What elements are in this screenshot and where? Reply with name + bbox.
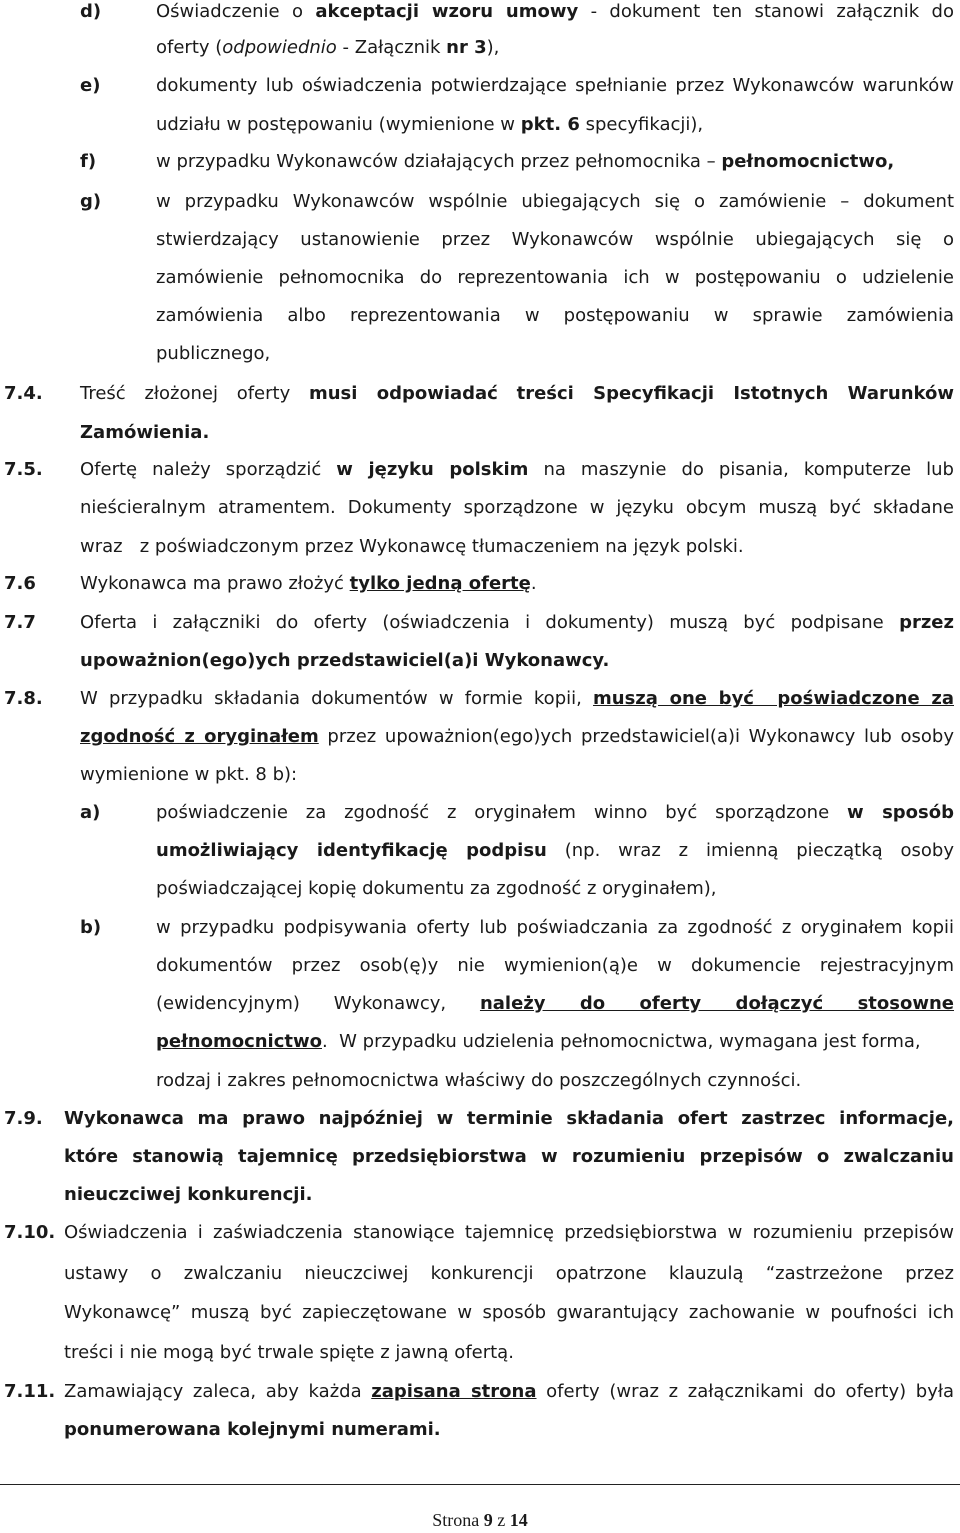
text: w przypadku Wykonawców działających przez pełnomocnika – <box>156 151 722 172</box>
item-f-line-1 <box>156 150 894 174</box>
item-b-line-5: rodzaj i zakres pełnomocnictwa właściwy do poszczególnych czynności. <box>156 1070 802 1091</box>
text: (np. wraz z imienną pieczątką osoby <box>546 840 954 861</box>
item-a-line-2 <box>156 839 954 863</box>
list-marker-a: a) <box>80 802 101 823</box>
item-b-line-4 <box>156 1030 921 1054</box>
page-footer <box>0 1510 960 1531</box>
section-number-7-8: 7.8. <box>4 688 43 709</box>
section-7-6-line-1 <box>80 572 537 596</box>
text: . <box>530 573 537 594</box>
page-total: 14 <box>509 1510 528 1530</box>
list-marker-b: b) <box>80 917 102 938</box>
section-7-9-line-2 <box>64 1145 954 1169</box>
page-number: 9 <box>483 1510 493 1530</box>
bold-underlined-text: należy do oferty dołączyć stosowne <box>479 993 954 1014</box>
bold-underlined-text: zgodność z oryginałem <box>80 726 319 747</box>
text: Oświadczenie o <box>156 1 316 22</box>
bold-text: umożliwiający identyfikację podpisu <box>156 840 547 861</box>
text: . W przypadku udzielenia pełnomocnictwa, wymagana jest forma, <box>322 1031 921 1052</box>
section-number-7-5: 7.5. <box>4 459 43 480</box>
section-7-9-line-3 <box>64 1183 312 1207</box>
item-g-line-1: w przypadku Wykonawców wspólnie ubiegających się o zamówienie – dokument <box>156 191 954 212</box>
bold-text: przez <box>899 612 954 633</box>
item-e-line-2 <box>156 113 703 137</box>
text: przez upoważnion(ego)ych przedstawiciel(a)i Wykonawcy lub osoby <box>318 726 954 747</box>
list-marker-d: d) <box>80 1 102 22</box>
section-7-4-line-1 <box>80 382 954 406</box>
section-7-8-line-2 <box>80 725 954 749</box>
section-7-5-line-2: nieścieralnym atramentem. Dokumenty sporządzone w języku obcym muszą być składane <box>80 497 954 518</box>
bold-text: ponumerowana kolejnymi numerami. <box>64 1419 441 1440</box>
text: oferty ( <box>156 37 223 58</box>
section-7-7-line-1 <box>80 611 954 635</box>
italic-text: odpowiednio <box>222 37 337 58</box>
list-marker-g: g) <box>80 191 102 212</box>
text: Ofertę należy sporządzić <box>80 459 337 480</box>
section-number-7-4: 7.4. <box>4 383 43 404</box>
section-7-10-line-2: ustawy o zwalczaniu nieuczciwej konkurencji opatrzone klauzulą “zastrzeżone przez <box>64 1263 954 1284</box>
text: W przypadku składania dokumentów w formie kopii, <box>80 688 593 709</box>
bold-text: treści Specyfikacji Istotnych Warunków <box>516 383 954 404</box>
section-7-8-line-3: wymienione w pkt. 8 b): <box>80 764 298 785</box>
item-a-line-3: poświadczającej kopię dokumentu za zgodność z oryginałem), <box>156 878 717 899</box>
list-marker-e: e) <box>80 75 101 96</box>
text: - Załącznik <box>336 37 447 58</box>
bold-text: Wykonawca ma prawo najpóźniej w terminie składania ofert zastrzec informacje, <box>64 1108 954 1129</box>
list-marker-f: f) <box>80 151 97 172</box>
item-g-line-3: zamówienie pełnomocnika do reprezentowania ich w postępowaniu o udzielenie <box>156 267 954 288</box>
bold-text: w języku polskim <box>336 459 529 480</box>
bold-underlined-text: tylko jedną ofertę <box>349 573 531 594</box>
section-number-7-6: 7.6 <box>4 573 36 594</box>
item-g-line-5: publicznego, <box>156 343 271 364</box>
section-7-9-line-1 <box>64 1107 954 1131</box>
section-number-7-10: 7.10. <box>4 1222 56 1243</box>
text: oferty (wraz z załącznikami do oferty) była <box>536 1381 954 1402</box>
item-b-line-3 <box>156 992 954 1016</box>
item-d-line-2 <box>156 36 499 60</box>
section-number-7-11: 7.11. <box>4 1381 56 1402</box>
text: (ewidencyjnym) Wykonawcy, <box>156 993 480 1014</box>
footer-divider <box>0 1484 960 1485</box>
section-7-11-line-1 <box>64 1380 954 1404</box>
section-7-4-line-2 <box>80 421 209 445</box>
bold-text: pkt. 6 <box>520 114 580 135</box>
text: na maszynie do pisania, komputerze lub <box>528 459 954 480</box>
text: Oferta i załączniki do oferty (oświadczenia i dokumenty) muszą być podpisane <box>80 612 900 633</box>
text: udziału w postępowaniu (wymienione w <box>156 114 521 135</box>
item-d-line-1 <box>156 0 954 24</box>
bold-text: nr 3 <box>446 37 487 58</box>
item-g-line-2: stwierdzający ustanowienie przez Wykonawców wspólnie ubiegających się o <box>156 229 954 250</box>
footer-label: Strona <box>432 1510 480 1530</box>
section-7-5-line-1 <box>80 458 954 482</box>
bold-underlined-text: pełnomocnictwo <box>156 1031 322 1052</box>
item-b-line-1: w przypadku podpisywania oferty lub poświadczania za zgodność z oryginałem kopii <box>156 917 954 938</box>
item-a-line-1 <box>156 801 954 825</box>
section-number-7-9: 7.9. <box>4 1108 43 1129</box>
text: poświadczenie za zgodność z oryginałem winno być sporządzone <box>156 802 848 823</box>
section-7-10-line-4: treści i nie mogą być trwale spięte z jawną ofertą. <box>64 1342 514 1363</box>
section-7-7-line-2 <box>80 649 609 673</box>
bold-text: Zamówienia. <box>80 422 210 443</box>
bold-text: akceptacji wzoru umowy <box>315 1 579 22</box>
item-g-line-4: zamówienia albo reprezentowania w postępowaniu w sprawie zamówienia <box>156 305 954 326</box>
text: - dokument ten stanowi załącznik do <box>578 1 954 22</box>
section-number-7-7: 7.7 <box>4 612 36 633</box>
bold-text: które stanowią tajemnicę przedsiębiorstwa w rozumieniu przepisów o zwalczaniu <box>64 1146 954 1167</box>
bold-underlined-text: zapisana strona <box>371 1381 537 1402</box>
section-7-10-line-3: Wykonawcę” muszą być zapieczętowane w sposób gwarantujący zachowanie w poufności ich <box>64 1302 954 1323</box>
bold-text: pełnomocnictwo, <box>721 151 895 172</box>
text: specyfikacji), <box>579 114 704 135</box>
footer-of: z <box>497 1510 506 1530</box>
section-7-5-line-3: wraz z poświadczonym przez Wykonawcę tłumaczeniem na język polski. <box>80 536 744 557</box>
bold-underlined-text: muszą one być poświadczone za <box>593 688 954 709</box>
bold-text: upoważnion(ego)ych przedstawiciel(a)i Wykonawcy. <box>80 650 610 671</box>
text: Treść złożonej oferty <box>80 383 309 404</box>
item-e-line-1: dokumenty lub oświadczenia potwierdzające spełnianie przez Wykonawców warunków <box>156 75 954 96</box>
text: Wykonawca ma prawo złożyć <box>80 573 350 594</box>
text: ), <box>486 37 500 58</box>
text: Zamawiający zaleca, aby każda <box>64 1381 372 1402</box>
bold-text: musi odpowiadać <box>308 383 498 404</box>
section-7-11-line-2 <box>64 1418 441 1442</box>
bold-text: w sposób <box>847 802 955 823</box>
item-b-line-2: dokumentów przez osob(ę)y nie wymienion(ą)e w dokumencie rejestracyjnym <box>156 955 954 976</box>
section-7-10-line-1: Oświadczenia i zaświadczenia stanowiące tajemnicę przedsiębiorstwa w rozumieniu przepisów <box>64 1222 954 1243</box>
section-7-8-line-1 <box>80 687 954 711</box>
bold-text: nieuczciwej konkurencji. <box>64 1184 313 1205</box>
